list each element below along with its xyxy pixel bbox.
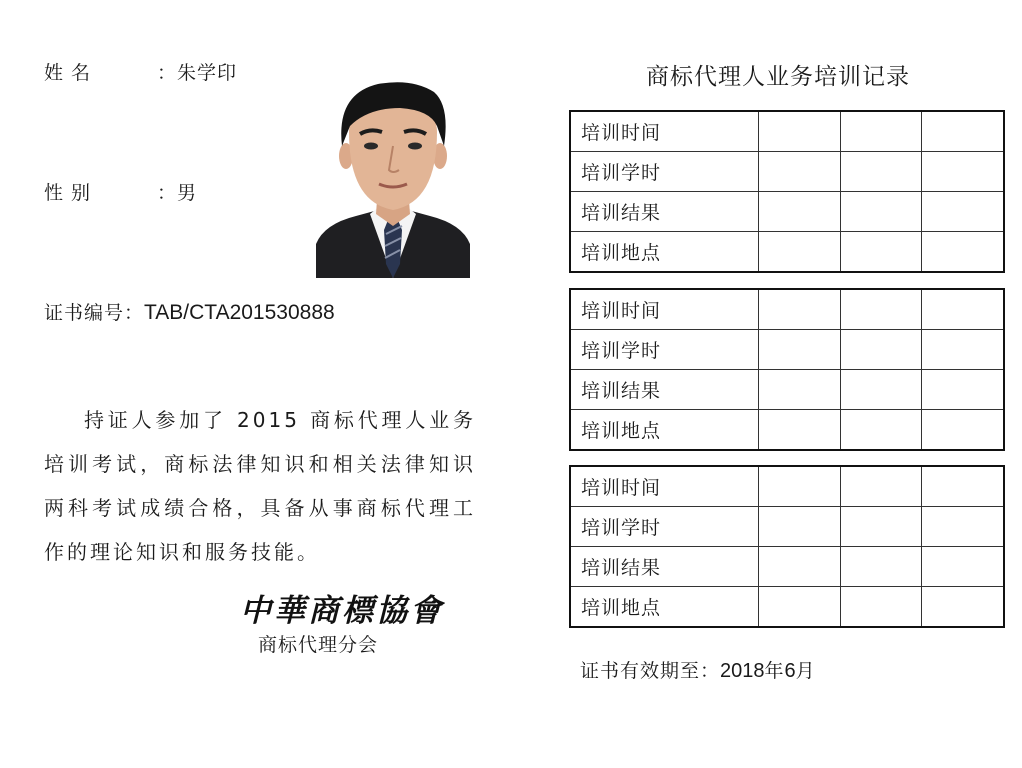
record-cell	[922, 507, 1004, 547]
record-cell	[840, 232, 922, 273]
record-cell	[840, 466, 922, 507]
holder-photo	[316, 74, 470, 278]
record-cell	[840, 192, 922, 232]
cert-number-value: TAB/CTA201530888	[144, 301, 335, 324]
record-cell	[759, 192, 841, 232]
record-cell	[840, 547, 922, 587]
training-record-table-2	[569, 288, 1005, 451]
record-cell	[922, 370, 1004, 410]
record-cell	[922, 289, 1004, 330]
sex-colon: ：	[157, 182, 178, 204]
record-cell	[840, 587, 922, 628]
table-row	[570, 587, 1004, 628]
table-row	[570, 330, 1004, 370]
record-cell	[922, 330, 1004, 370]
record-cell	[922, 111, 1004, 152]
training-record-table-1	[569, 110, 1005, 273]
page-title: 商标代理人业务培训记录	[646, 64, 910, 90]
record-cell	[840, 289, 922, 330]
record-cell	[922, 192, 1004, 232]
record-cell	[840, 111, 922, 152]
record-cell	[759, 587, 841, 628]
record-cell	[759, 232, 841, 273]
table-row	[570, 547, 1004, 587]
record-cell	[759, 330, 841, 370]
cert-number-label: 证书编号：	[44, 302, 145, 324]
record-cell	[922, 466, 1004, 507]
validity-line	[580, 656, 816, 683]
cert-number-field	[44, 298, 335, 325]
sex-label: 性 别	[44, 182, 92, 204]
row-label: 培训结果	[570, 547, 759, 587]
record-cell	[840, 410, 922, 451]
record-cell	[759, 410, 841, 451]
validity-year: 2018	[720, 660, 765, 682]
record-cell	[759, 547, 841, 587]
issuer-signature: 中華商標協會	[240, 593, 444, 629]
record-cell	[840, 152, 922, 192]
row-label: 培训地点	[570, 232, 759, 273]
table-row	[570, 152, 1004, 192]
table-row	[570, 507, 1004, 547]
name-value: 朱学印	[177, 62, 238, 84]
training-record-table-3	[569, 465, 1005, 628]
record-cell	[759, 289, 841, 330]
record-cell	[759, 370, 841, 410]
record-cell	[840, 370, 922, 410]
table-row	[570, 466, 1004, 507]
row-label: 培训地点	[570, 587, 759, 628]
row-label: 培训结果	[570, 192, 759, 232]
record-cell	[759, 152, 841, 192]
record-cell	[840, 330, 922, 370]
record-cell	[922, 547, 1004, 587]
table-row	[570, 192, 1004, 232]
validity-month-unit: 月	[795, 660, 816, 682]
row-label: 培训学时	[570, 152, 759, 192]
record-cell	[922, 232, 1004, 273]
validity-month: 6	[784, 660, 796, 682]
name-colon: ：	[157, 62, 178, 84]
record-cell	[759, 466, 841, 507]
row-label: 培训时间	[570, 289, 759, 330]
row-label: 培训地点	[570, 410, 759, 451]
record-cell	[759, 507, 841, 547]
name-field	[44, 58, 237, 85]
row-label: 培训学时	[570, 330, 759, 370]
record-cell	[840, 507, 922, 547]
table-row	[570, 289, 1004, 330]
record-cell	[759, 111, 841, 152]
row-label: 培训时间	[570, 466, 759, 507]
sex-value: 男	[177, 182, 198, 204]
sex-field	[44, 178, 197, 205]
row-label: 培训时间	[570, 111, 759, 152]
row-label: 培训学时	[570, 507, 759, 547]
issuer-subtitle: 商标代理分会	[258, 634, 379, 656]
table-row	[570, 370, 1004, 410]
record-cell	[922, 410, 1004, 451]
table-row	[570, 410, 1004, 451]
validity-year-unit: 年	[764, 660, 785, 682]
validity-label: 证书有效期至：	[580, 660, 721, 682]
table-row	[570, 111, 1004, 152]
name-label: 姓 名	[44, 62, 92, 84]
record-cell	[922, 587, 1004, 628]
portrait-image	[316, 74, 470, 278]
statement-paragraph: 持证人参加了 2015 商标代理人业务培训考试，商标法律知识和相关法律知识两科考试成绩合格，具备从事商标代理工作的理论知识和服务技能。	[44, 408, 476, 564]
row-label: 培训结果	[570, 370, 759, 410]
record-cell	[922, 152, 1004, 192]
table-row	[570, 232, 1004, 273]
